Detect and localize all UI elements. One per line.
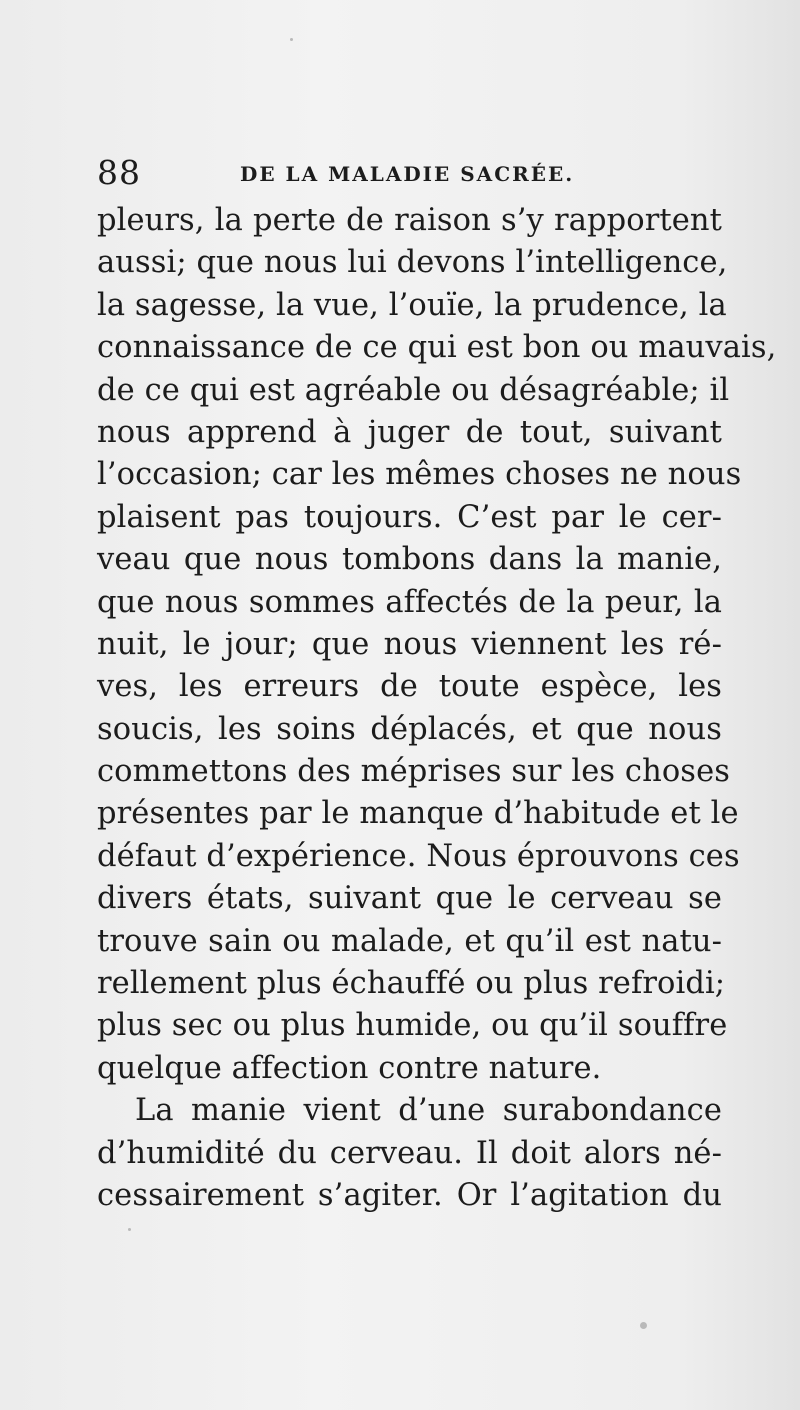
text-line: aussi; que nous lui devons l’intelligence,	[97, 245, 728, 281]
text-line: présentes par le manque d’habitude et le	[97, 796, 739, 832]
text-line: défaut d’expérience. Nous éprouvons ces	[97, 838, 740, 874]
paragraph-1	[97, 200, 777, 1090]
text-line: plus sec ou plus humide, ou qu’il souffre	[97, 1008, 728, 1044]
text-line: quelque affection contre nature.	[97, 1050, 602, 1086]
page-header	[97, 150, 727, 196]
text-line: connaissance de ce qui est bon ou mauvais,	[97, 330, 777, 366]
text-line: La manie vient d’une surabondance	[135, 1093, 722, 1129]
text-line: la sagesse, la vue, l’ouïe, la prudence, la	[97, 287, 727, 323]
text-line: de ce qui est agréable ou désagréable; il	[97, 372, 730, 408]
text-line: divers états, suivant que le cerveau se	[97, 881, 722, 917]
text-line: commettons des méprises sur les choses	[97, 754, 730, 790]
text-line: d’humidité du cerveau. Il doit alors né-	[97, 1135, 722, 1171]
running-title: DE LA MALADIE SACRÉE.	[240, 162, 575, 186]
text-line: pleurs, la perte de raison s’y rapportent	[97, 203, 722, 238]
text-line: l’occasion; car les mêmes choses ne nous	[97, 457, 742, 493]
text-line: veau que nous tombons dans la manie,	[97, 542, 722, 578]
text-line: nuit, le jour; que nous viennent les ré-	[97, 626, 722, 662]
page-number: 88	[97, 153, 141, 192]
paragraph-2	[97, 1090, 722, 1217]
text-line: trouve sain ou malade, et qu’il est natu-	[97, 923, 722, 959]
paper-speck	[640, 1322, 647, 1329]
text-line: ves, les erreurs de toute espèce, les	[97, 669, 722, 705]
text-line: plaisent pas toujours. C’est par le cer-	[97, 499, 722, 535]
text-line: nous apprend à juger de tout, suivant	[97, 414, 722, 450]
text-line: cessairement s’agiter. Or l’agitation du	[97, 1177, 722, 1213]
text-line: rellement plus échauffé ou plus refroidi;	[97, 966, 726, 1002]
body-text	[97, 200, 777, 1217]
text-line: que nous sommes affectés de la peur, la	[97, 584, 722, 620]
paper-speck	[128, 1228, 131, 1231]
paper-speck	[290, 38, 293, 41]
text-line: soucis, les soins déplacés, et que nous	[97, 711, 722, 747]
